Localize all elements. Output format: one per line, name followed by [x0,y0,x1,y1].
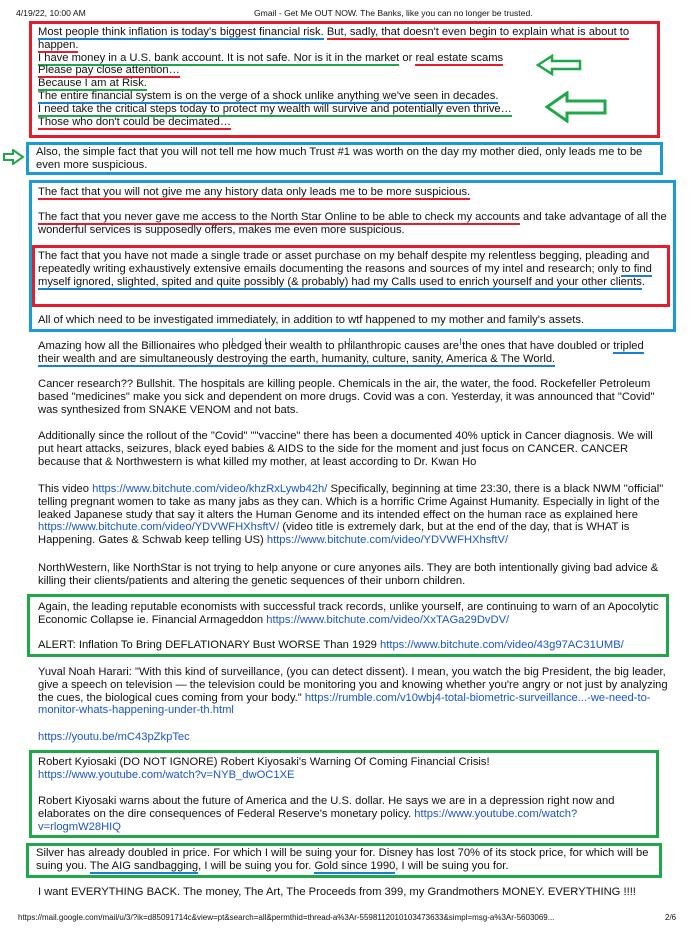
box4-para2 [38,639,662,652]
billionaires-text-b: tripled their wealth and are simultaneously destroying the earth, humanity, culture, sanity, America & The World. [38,340,644,365]
cancer-paragraph: Cancer research?? Bullshit. The hospitals are killing people. Chemicals in the air, the water, the food. Rockefeller Petroleum based "medicines" make you sick and dependent on more drugs. Covid was a con. Yesterday, it was announced that "Covid" was synthesized from SNAKE VENOM and not bats. [38,378,655,416]
bitchute-link-1[interactable]: https://www.bitchute.com/video/khzRxLywb42h/ [92,483,328,495]
box4-para1-text: Again, the leading reputable economists with successful track records, unlike yourself, are continuing to warn of an Apocolytic Economic Collapse ie. Financial Armageddon [38,601,659,626]
box5-para1-text: Robert Kyiosaki (DO NOT IGNORE) Robert Kiyosaki's Warning Of Coming Financial Crisis! [38,756,490,768]
closing-line: I want EVERYTHING BACK. The money, The Art, The Proceeds from 399, my Grandmothers MONEY. EVERYTHING !!!! [38,886,636,898]
bitchute-link-3[interactable]: https://www.bitchute.com/video/YDVWFHXhsftV/ [266,534,509,547]
youtu-link[interactable]: https://youtu.be/mC43pZkpTec [38,731,190,743]
box1-line2a: I have money in a U.S. bank account. It is not safe. Nor is it in the market [38,51,400,64]
billionaires-paragraph [38,340,668,366]
arrow-left-icon [536,54,582,76]
box4-para1 [38,601,662,627]
rumble-link[interactable]: https://rumble.com/v10wbj4-total-biometric-surveillance...-we-need-to-monitor-whats-happening-under-th.html [38,691,651,717]
bitchute-link-2[interactable]: https://www.bitchute.com/video/YDVWFHXhsftV/ [38,521,280,534]
box3-para1-text: The fact that you will not give me any history data only leads me to be more suspicious. [38,186,471,198]
box1-line3: Please pay close attention… [38,64,180,77]
box6-text-c: , I will be suing you for. [198,859,315,872]
youtu-link-line [38,731,190,744]
email-subject: Gmail - Get Me OUT NOW. The Banks, like you can no longer be trusted. [254,8,533,18]
box1-line2b: or [399,51,416,64]
box1-line1b: But, sadly, that doesn't even begin to explain what is about to happen. [38,26,630,51]
box6-content [36,847,658,873]
box1-line6: I need take the critical steps today to protect my wealth will survive and potentially even thrive… [38,102,512,115]
box6-text-e: , I will be suing you for. [395,859,509,872]
box3-para3a-text: The fact that you have not made a single trade or asset purchase on my behalf despite my relentless begging, pleading and repeatedly writing exhaustively extensive emails documenting the reasons and sources of my intel and research; only [38,250,650,275]
box5-para1 [38,756,654,782]
print-datetime: 4/19/22, 10:00 AM [16,8,86,18]
video-paragraph [38,483,672,547]
box6-gold-text: Gold since 1990 [314,859,396,872]
youtube-link-1[interactable]: https://www.youtube.com/watch?v=NYB_dwOC1XE [38,768,295,781]
youtube-link-2[interactable]: https://www.youtube.com/watch?v=rlogmW28HIQ [38,807,578,833]
box3-para3b-text: to find myself ignored, slighted, spited and quite possibly (& probably) had my Calls used to enrich yourself and your other clients [38,262,652,288]
box3-para2a-text: The fact that you never gave me access to the North Star Online to be able to check my accounts [38,211,520,223]
box1-line7: Those who don't could be decimated… [38,115,232,128]
box6-text-a: Silver has already doubled in price. For which I will be suing your for. Disney has lost 70% of its stock price, for which will be suing you. [36,847,649,872]
page-number: 2/6 [665,913,677,922]
box3-para3 [38,250,666,288]
bitchute-link-4[interactable]: https://www.bitchute.com/video/XxTAGa29DvDV/ [266,613,510,626]
footer-url: https://mail.google.com/mail/u/3/?ik=d85091714c&view=pt&search=all&permthid=thread-a%3Ar-5598112010103473633&simpl=msg-a%3Ar-5603069... [18,913,555,922]
box5-para2 [38,795,654,833]
box6-aig-text: The AIG sandbagging [89,859,199,872]
box3-para4: All of which need to be investigated immediately, in addition to wtf happened to my mother and family's assets. [38,314,585,326]
video-text-b: Specifically, beginning at time 23:30, there is a black NWM "official" telling pregnant women to take as many jabs as they can. Which is a horrific Crime Against Humanity. Especially in light of the leaked Japanese study that say it alters the Human Genome and its intended effect on the human race as explained here [38,483,664,521]
box4-para2-text: ALERT: Inflation To Bring DEFLATIONARY Bust WORSE Than 1929 [38,639,380,651]
box1-line4: Because I am at Risk. [38,77,147,90]
video-text-c: (video title is extremely dark, but at the end of the day, that is WHAT is Happening. Gates & Schwab keep telling US) [38,521,630,547]
box3-para3c-text: . [641,275,645,288]
harari-paragraph [38,666,672,717]
video-text-a: This video [38,483,93,495]
bitchute-link-5[interactable]: https://www.bitchute.com/video/43g97AC31UMB/ [380,639,624,651]
arrow-right-icon [3,149,25,165]
box3-para2 [38,211,668,237]
box2-content: Also, the simple fact that you will not tell me how much Trust #1 was worth on the day my mother died, only leads me to be even more suspicious. [36,146,643,171]
box1-line2c: real estate scams [415,51,504,64]
northwestern-paragraph: NorthWestern, like NorthStar is not trying to help anyone or cure anyones ails. They are both intentionally giving bad advice & killing their clients/patients and altering the genetic sequences of their unborn children. [38,562,659,587]
box1-line5: The entire financial system is on the verge of a shock unlike anything we've seen in decades. [38,89,499,102]
arrow-left-icon-large [545,91,607,123]
box3-para2b-text: and take advantage of all the wonderful services is supposedly offers, makes me even more suspicious. [38,211,667,236]
vaccine-paragraph: Additionally since the rollout of the "Covid" ""vaccine" there has been a documented 40% uptick in Cancer diagnosis. We will put heart attacks, seizures, black eyed babies & AIDS to the side for the moment and just focus on CANCER. CANCER because that & Northwestern is what killed my mother, at least according to Dr. Kwan Ho [38,430,653,468]
box3-para1 [38,186,668,199]
box1-line1a: Most people think inflation is today's biggest financial risk. [38,26,324,38]
harari-text: Yuval Noah Harari: "With this kind of surveillance, (you can detect dissent). I mean, you watch the big President, the big leader, give a speech on television — the television could be monitoring you and knowing whether you're angry or not just by analyzing the cues, the biological cues coming from your body." [38,666,668,704]
billionaires-text-a: Amazing how all the Billionaires who pledged their wealth to philanthropic causes are the ones that have doubled or [38,340,614,352]
box5-para2-text: Robert Kiyosaki warns about the future of America and the U.S. dollar. He says we are in a depression right now and elaborates on the dire consequences of Federal Reserve's monetary policy. [38,795,615,820]
